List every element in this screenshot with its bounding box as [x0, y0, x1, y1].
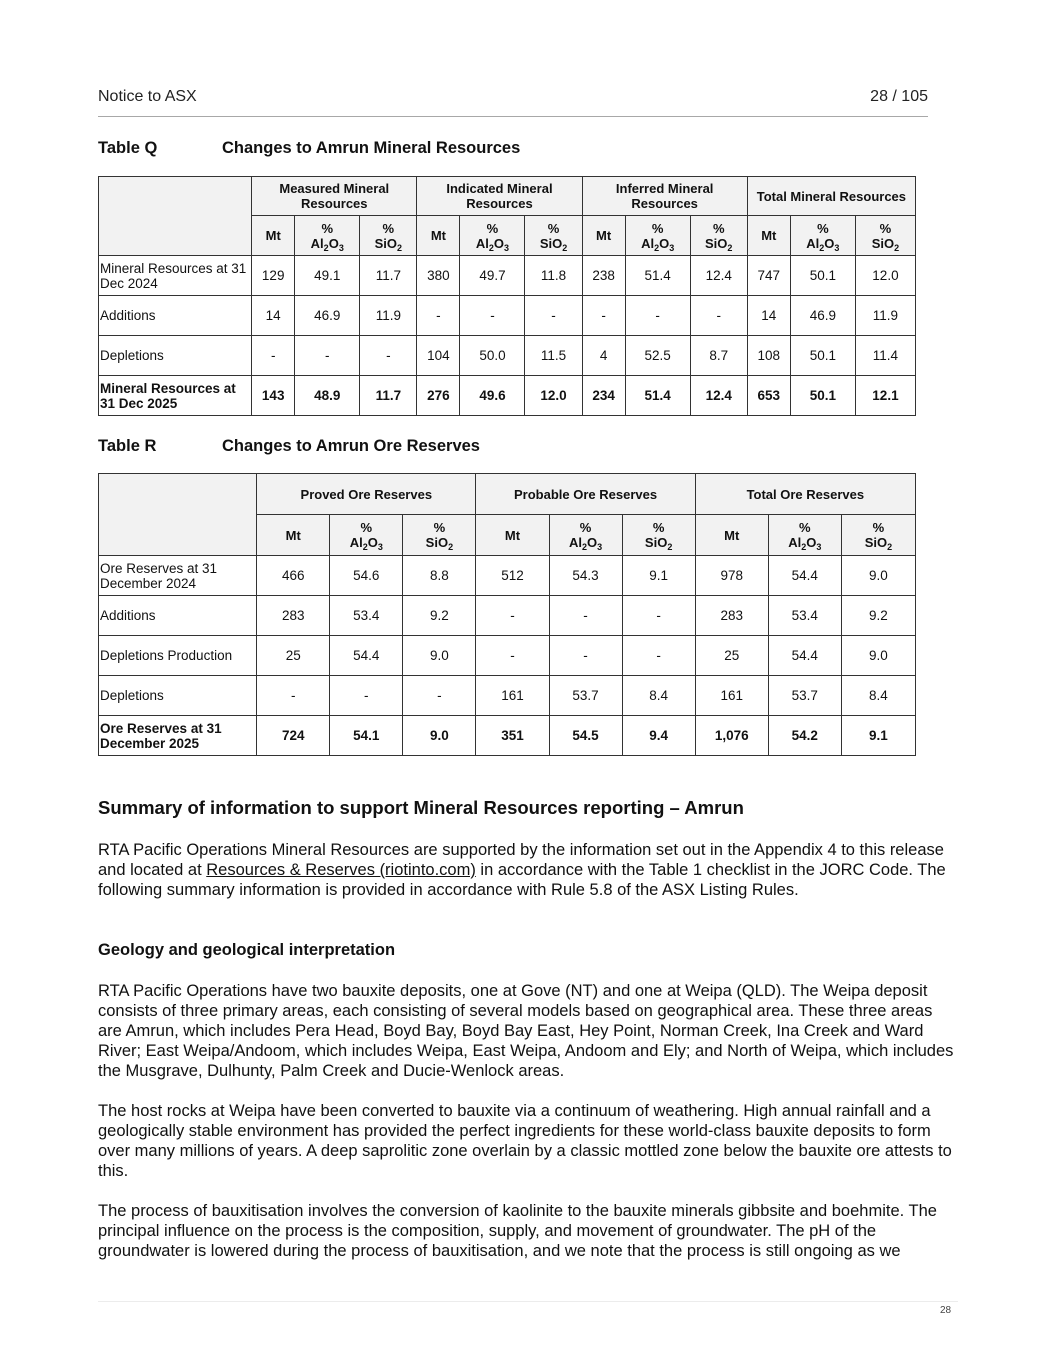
table-cell: 9.0	[841, 556, 915, 596]
table-cell: 51.4	[625, 256, 690, 296]
resources-reserves-link[interactable]: Resources & Reserves (riotinto.com)	[206, 861, 476, 879]
table-cell: 50.1	[790, 376, 855, 416]
table-cell: 49.7	[460, 256, 525, 296]
footer-page-number: 28	[940, 1305, 952, 1316]
intro-paragraph-block	[98, 840, 960, 900]
table-q-number: Table Q	[98, 139, 158, 157]
table-row	[99, 556, 916, 596]
table-cell: 52.5	[625, 336, 690, 376]
table-cell: 54.6	[330, 556, 403, 596]
table-cell: 25	[257, 636, 330, 676]
alumina-header: % $Al_2O_3$	[330, 515, 403, 556]
table-cell: -	[460, 296, 525, 336]
table-cell: 1,076	[695, 716, 768, 756]
table-cell: 380	[417, 256, 460, 296]
paragraph-block	[98, 1101, 960, 1181]
table-cell: 9.4	[622, 716, 695, 756]
mt-header: Mt	[476, 515, 549, 556]
table-cell: 108	[747, 336, 790, 376]
row-label: Depletions	[99, 336, 252, 376]
row-label: Mineral Resources at 31 Dec 2024	[99, 256, 252, 296]
table-row	[99, 596, 916, 636]
table-row	[99, 376, 916, 416]
table-cell: -	[295, 336, 360, 376]
table-cell: -	[525, 296, 582, 336]
table-cell: -	[403, 676, 476, 716]
table-cell: 14	[252, 296, 295, 336]
table-cell: 54.4	[330, 636, 403, 676]
table-cell: 9.2	[403, 596, 476, 636]
silica-header: % SiO$_2$	[360, 216, 417, 256]
table-cell: 283	[695, 596, 768, 636]
mt-header: Mt	[417, 216, 460, 256]
alumina-header: % $Al_2O_3$	[460, 216, 525, 256]
table-cell: 12.0	[855, 256, 915, 296]
table-cell: 9.1	[622, 556, 695, 596]
mt-header: Mt	[695, 515, 768, 556]
table-cell: 11.7	[360, 256, 417, 296]
table-q-caption	[98, 139, 520, 158]
table-cell: 512	[476, 556, 549, 596]
mt-header: Mt	[747, 216, 790, 256]
table-cell: 238	[582, 256, 625, 296]
table-cell: -	[582, 296, 625, 336]
row-label: Ore Reserves at 31 December 2024	[99, 556, 257, 596]
table-row	[99, 636, 916, 676]
corner-header	[99, 474, 257, 556]
geology-subsection	[98, 940, 960, 960]
summary-section	[98, 798, 960, 818]
table-cell: 9.0	[403, 636, 476, 676]
table-cell: -	[476, 596, 549, 636]
silica-header: % SiO$_2$	[841, 515, 915, 556]
table-cell: 4	[582, 336, 625, 376]
silica-header: % SiO$_2$	[690, 216, 747, 256]
table-cell: 9.2	[841, 596, 915, 636]
paragraph-block	[98, 981, 960, 1081]
document-title: Notice to ASX	[98, 88, 197, 105]
paragraph-block	[98, 1201, 960, 1261]
table-row	[99, 336, 916, 376]
group-header: Total Mineral Resources	[747, 177, 915, 216]
group-header: Proved Ore Reserves	[257, 474, 476, 515]
table-cell: 11.5	[525, 336, 582, 376]
table-cell: -	[257, 676, 330, 716]
page-indicator: 28 / 105	[870, 88, 928, 105]
table-cell: 978	[695, 556, 768, 596]
table-r-number: Table R	[98, 437, 157, 455]
row-label: Depletions Production	[99, 636, 257, 676]
body-paragraph: The host rocks at Weipa have been converted to bauxite via a continuum of weathering. High annual rainfall and a geologically stable environment has provided the perfect ingredients for these world-class bauxite deposits to form over many millions of years. A deep saprolitic zone overlain by a classic mottled zone below the bauxite ore attests to this.	[98, 1102, 952, 1180]
silica-header: % SiO$_2$	[525, 216, 582, 256]
table-cell: 8.7	[690, 336, 747, 376]
table-cell: 12.4	[690, 376, 747, 416]
table-cell: 8.4	[622, 676, 695, 716]
section-heading: Summary of information to support Mineral Resources reporting – Amrun	[98, 797, 744, 818]
table-cell: 51.4	[625, 376, 690, 416]
table-cell: 46.9	[295, 296, 360, 336]
table-cell: 53.7	[549, 676, 622, 716]
table-cell: 143	[252, 376, 295, 416]
silica-header: % SiO$_2$	[403, 515, 476, 556]
table-row	[99, 676, 916, 716]
table-row	[99, 256, 916, 296]
table-cell: 50.1	[790, 336, 855, 376]
table-cell: 48.9	[295, 376, 360, 416]
table-cell: 8.8	[403, 556, 476, 596]
body-paragraph: RTA Pacific Operations have two bauxite deposits, one at Gove (NT) and one at Weipa (QLD). The Weipa deposit consists of three primary areas, each consisting of several models based on geographical area. These three areas are Amrun, which includes Pera Head, Boyd Bay, Boyd Bay East, Hey Point, Norman Creek, Ina Creek and Ward River; East Weipa/Andoom, which includes Weipa, East Weipa, Andoom and Ely; and North of Weipa, which includes the Musgrave, Dulhunty, Palm Creek and Ducie-Wenlock areas.	[98, 982, 954, 1080]
table-cell: 12.1	[855, 376, 915, 416]
table-cell: 53.4	[768, 596, 841, 636]
alumina-header: % $Al_2O_3$	[549, 515, 622, 556]
table-cell: -	[417, 296, 460, 336]
subsection-heading: Geology and geological interpretation	[98, 941, 396, 959]
table-cell: 11.9	[855, 296, 915, 336]
row-label: Mineral Resources at 31 Dec 2025	[99, 376, 252, 416]
mt-header: Mt	[257, 515, 330, 556]
table-cell: 54.2	[768, 716, 841, 756]
table-cell: 8.4	[841, 676, 915, 716]
mt-header: Mt	[582, 216, 625, 256]
table-cell: 50.0	[460, 336, 525, 376]
alumina-header: % $Al_2O_3$	[625, 216, 690, 256]
table-cell: -	[549, 596, 622, 636]
table-cell: 11.8	[525, 256, 582, 296]
row-label: Additions	[99, 296, 252, 336]
group-header: Measured Mineral Resources	[252, 177, 417, 216]
alumina-header: % $Al_2O_3$	[768, 515, 841, 556]
group-header: Total Ore Reserves	[695, 474, 915, 515]
table-cell: 14	[747, 296, 790, 336]
table-cell: -	[252, 336, 295, 376]
table-cell: -	[690, 296, 747, 336]
table-cell: 11.4	[855, 336, 915, 376]
table-cell: 25	[695, 636, 768, 676]
table-cell: 9.0	[403, 716, 476, 756]
page-header	[98, 88, 928, 117]
table-cell: -	[330, 676, 403, 716]
body-paragraph: The process of bauxitisation involves the conversion of kaolinite to the bauxite minerals gibbsite and boehmite. The principal influence on the process is the composition, supply, and movement of groundwater. The pH of the groundwater is lowered during the process of bauxitisation, and we note that the process is still ongoing as we	[98, 1202, 937, 1260]
intro-text-cont: in accordance with the Table 1 checklist in the JORC Code. The following summary information is provided in accordance with Rule 5.8 of the ASX Listing Rules.	[98, 861, 946, 899]
table-cell: 276	[417, 376, 460, 416]
row-label: Additions	[99, 596, 257, 636]
table-cell: 54.5	[549, 716, 622, 756]
table-cell: 653	[747, 376, 790, 416]
table-cell: 283	[257, 596, 330, 636]
row-label: Ore Reserves at 31 December 2025	[99, 716, 257, 756]
table-r-caption	[98, 437, 480, 456]
table-q-title: Changes to Amrun Mineral Resources	[222, 139, 521, 157]
table-cell: 49.6	[460, 376, 525, 416]
table-cell: 12.0	[525, 376, 582, 416]
table-cell: 12.4	[690, 256, 747, 296]
table-row	[99, 296, 916, 336]
table-cell: 724	[257, 716, 330, 756]
table-cell: 9.0	[841, 636, 915, 676]
silica-header: % SiO$_2$	[622, 515, 695, 556]
table-cell: 46.9	[790, 296, 855, 336]
table-row	[99, 716, 916, 756]
intro-text: RTA Pacific Operations Mineral Resources are supported by the information set out in the Appendix 4 to this release and located at	[98, 841, 944, 879]
table-cell: 11.9	[360, 296, 417, 336]
alumina-header: % $Al_2O_3$	[295, 216, 360, 256]
table-cell: 53.7	[768, 676, 841, 716]
table-cell: 466	[257, 556, 330, 596]
group-header: Indicated Mineral Resources	[417, 177, 582, 216]
table-cell: 49.1	[295, 256, 360, 296]
group-header: Probable Ore Reserves	[476, 474, 695, 515]
table-cell: 54.3	[549, 556, 622, 596]
table-cell: 53.4	[330, 596, 403, 636]
table-cell: 129	[252, 256, 295, 296]
table-cell: -	[360, 336, 417, 376]
footer-divider	[98, 1301, 958, 1302]
table-cell: 234	[582, 376, 625, 416]
table-cell: 161	[695, 676, 768, 716]
table-cell: 161	[476, 676, 549, 716]
table-cell: 11.7	[360, 376, 417, 416]
table-cell: -	[625, 296, 690, 336]
corner-header	[99, 177, 252, 256]
intro-paragraph	[98, 840, 960, 900]
table-r-title: Changes to Amrun Ore Reserves	[222, 437, 480, 455]
table-cell: 54.4	[768, 556, 841, 596]
table-cell: 351	[476, 716, 549, 756]
table-cell: 54.1	[330, 716, 403, 756]
alumina-header: % $Al_2O_3$	[790, 216, 855, 256]
table-cell: 50.1	[790, 256, 855, 296]
mt-header: Mt	[252, 216, 295, 256]
ore-reserves-table	[98, 473, 916, 756]
group-header: Inferred Mineral Resources	[582, 177, 747, 216]
silica-header: % SiO$_2$	[855, 216, 915, 256]
table-cell: -	[476, 636, 549, 676]
row-label: Depletions	[99, 676, 257, 716]
table-cell: -	[549, 636, 622, 676]
table-cell: 747	[747, 256, 790, 296]
table-cell: -	[622, 636, 695, 676]
table-cell: -	[622, 596, 695, 636]
mineral-resources-table	[98, 176, 916, 416]
table-cell: 54.4	[768, 636, 841, 676]
table-cell: 104	[417, 336, 460, 376]
table-cell: 9.1	[841, 716, 915, 756]
